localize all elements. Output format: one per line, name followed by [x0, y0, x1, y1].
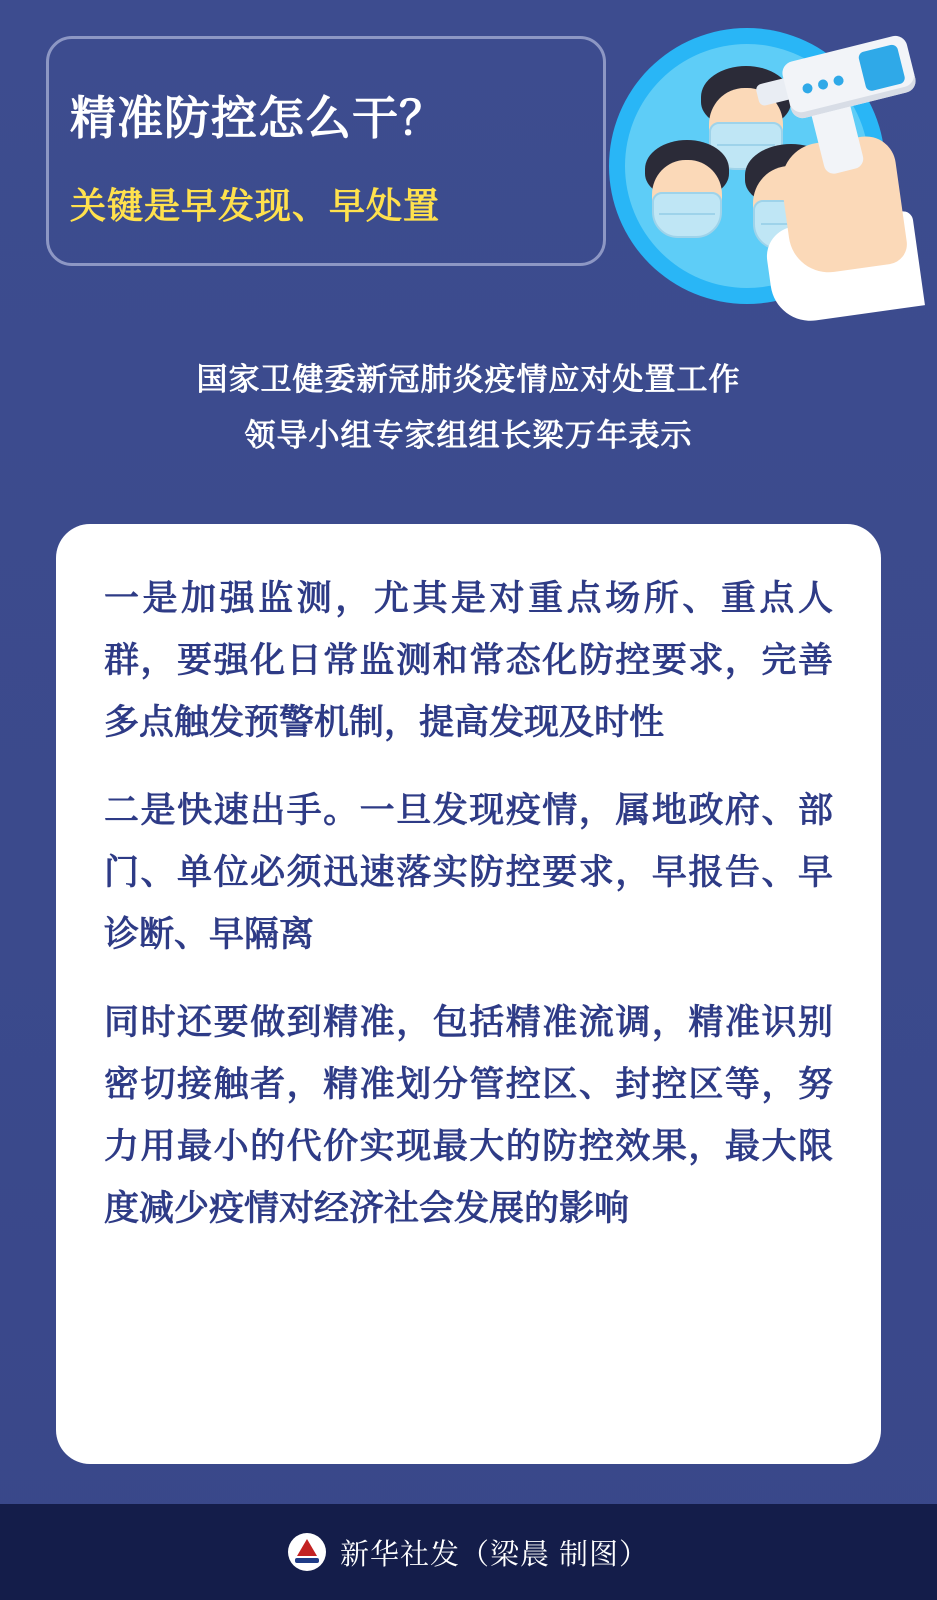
poster-header	[0, 0, 937, 330]
source-line-1: 国家卫健委新冠肺炎疫情应对处置工作	[196, 362, 741, 397]
content-paragraph-3: 同时还要做到精准，包括精准流调，精准识别密切接触者，精准划分管控区、封控区等，努力用最小的代价实现最大的防控效果，最大限度减少疫情对经济社会发展的影响	[104, 1003, 833, 1228]
xinhua-logo-icon	[288, 1533, 326, 1571]
poster-footer	[0, 1504, 937, 1600]
source-line-2: 领导小组专家组组长梁万年表示	[244, 418, 693, 453]
content-paragraph-2: 二是快速出手。一旦发现疫情，属地政府、部门、单位必须迅速落实防控要求，早报告、早诊断、早隔离	[104, 791, 833, 954]
thermometer-indicator-dots	[801, 69, 856, 94]
title-frame	[46, 36, 606, 266]
content-card	[56, 524, 881, 1464]
thermometer-screen	[858, 44, 906, 92]
page-subtitle: 关键是早发现、早处置	[70, 185, 441, 226]
source-statement	[0, 352, 937, 464]
header-illustration	[579, 10, 919, 320]
page-title: 精准防控怎么干？	[70, 92, 446, 144]
face-mask-icon	[652, 192, 722, 238]
footer-credit: 新华社发（梁晨 制图）	[339, 1538, 650, 1571]
content-paragraph-1: 一是加强监测，尤其是对重点场所、重点人群，要强化日常监测和常态化防控要求，完善多点触发预警机制，提高发现及时性	[104, 579, 833, 742]
